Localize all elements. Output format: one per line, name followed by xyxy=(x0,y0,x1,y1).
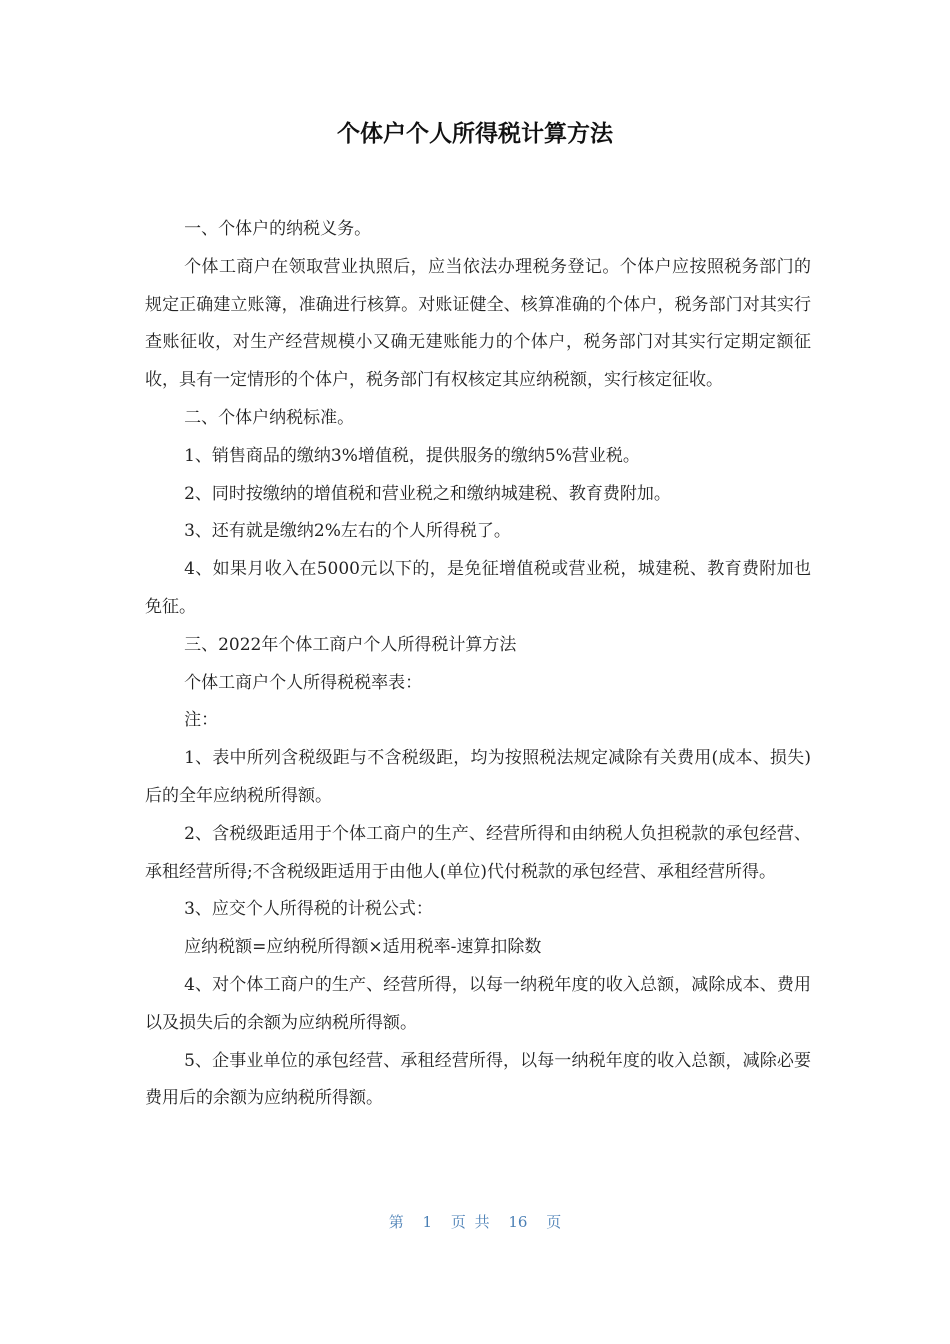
note-label: 注： xyxy=(184,710,219,731)
footer-current-page: 1 xyxy=(422,1213,433,1231)
list-item: 1、销售商品的缴纳3%增值税，提供服务的缴纳5%营业税。 xyxy=(184,445,640,466)
formula: 应纳税额=应纳税所得额×适用税率-速算扣除数 xyxy=(184,937,542,958)
page-number-footer xyxy=(0,1211,950,1233)
footer-prefix: 第 xyxy=(388,1213,404,1231)
section-heading-1: 一、个体户的纳税义务。 xyxy=(184,219,372,239)
list-item: 4、对个体工商户的生产、经营所得，以每一纳税年度的收入总额，减除成本、费用以及损失后的余额为应纳税所得额。 xyxy=(145,974,811,1033)
footer-suffix: 页 xyxy=(546,1213,562,1231)
list-item: 2、含税级距适用于个体工商户的生产、经营所得和由纳税人负担税款的承包经营、承租经营所得;不含税级距适用于由他人(单位)代付税款的承包经营、承租经营所得。 xyxy=(145,823,811,882)
footer-total-pages: 16 xyxy=(508,1213,528,1231)
paragraph: 个体工商户在领取营业执照后，应当依法办理税务登记。个体户应按照税务部门的规定正确建立账簿，准确进行核算。对账证健全、核算准确的个体户，税务部门对其实行查账征收，对生产经营规模小又确无建账能力的个体户，税务部门对其实行定期定额征收，具有一定情形的个体户，税务部门有权核定其应纳税额，实行核定征收。 xyxy=(145,256,811,391)
list-item: 4、如果月收入在5000元以下的，是免征增值税或营业税，城建税、教育费附加也免征。 xyxy=(145,559,811,617)
list-item: 2、同时按缴纳的增值税和营业税之和缴纳城建税、教育费附加。 xyxy=(184,483,671,504)
footer-middle: 页 共 xyxy=(450,1213,490,1231)
paragraph: 个体工商户个人所得税税率表： xyxy=(184,672,423,693)
section-heading-3: 三、2022年个体工商户个人所得税计算方法 xyxy=(184,634,517,655)
list-item: 1、表中所列含税级距与不含税级距，均为按照税法规定减除有关费用(成本、损失)后的全年应纳税所得额。 xyxy=(145,748,811,806)
list-item: 3、还有就是缴纳2%左右的个人所得税了。 xyxy=(184,521,511,542)
list-item: 3、应交个人所得税的计税公式： xyxy=(184,899,433,920)
page-title: 个体户个人所得税计算方法 xyxy=(337,121,613,147)
section-heading-2: 二、个体户纳税标准。 xyxy=(184,407,355,428)
list-item: 5、企事业单位的承包经营、承租经营所得，以每一纳税年度的收入总额，减除必要费用后的余额为应纳税所得额。 xyxy=(145,1050,811,1109)
document-body xyxy=(145,211,811,1118)
